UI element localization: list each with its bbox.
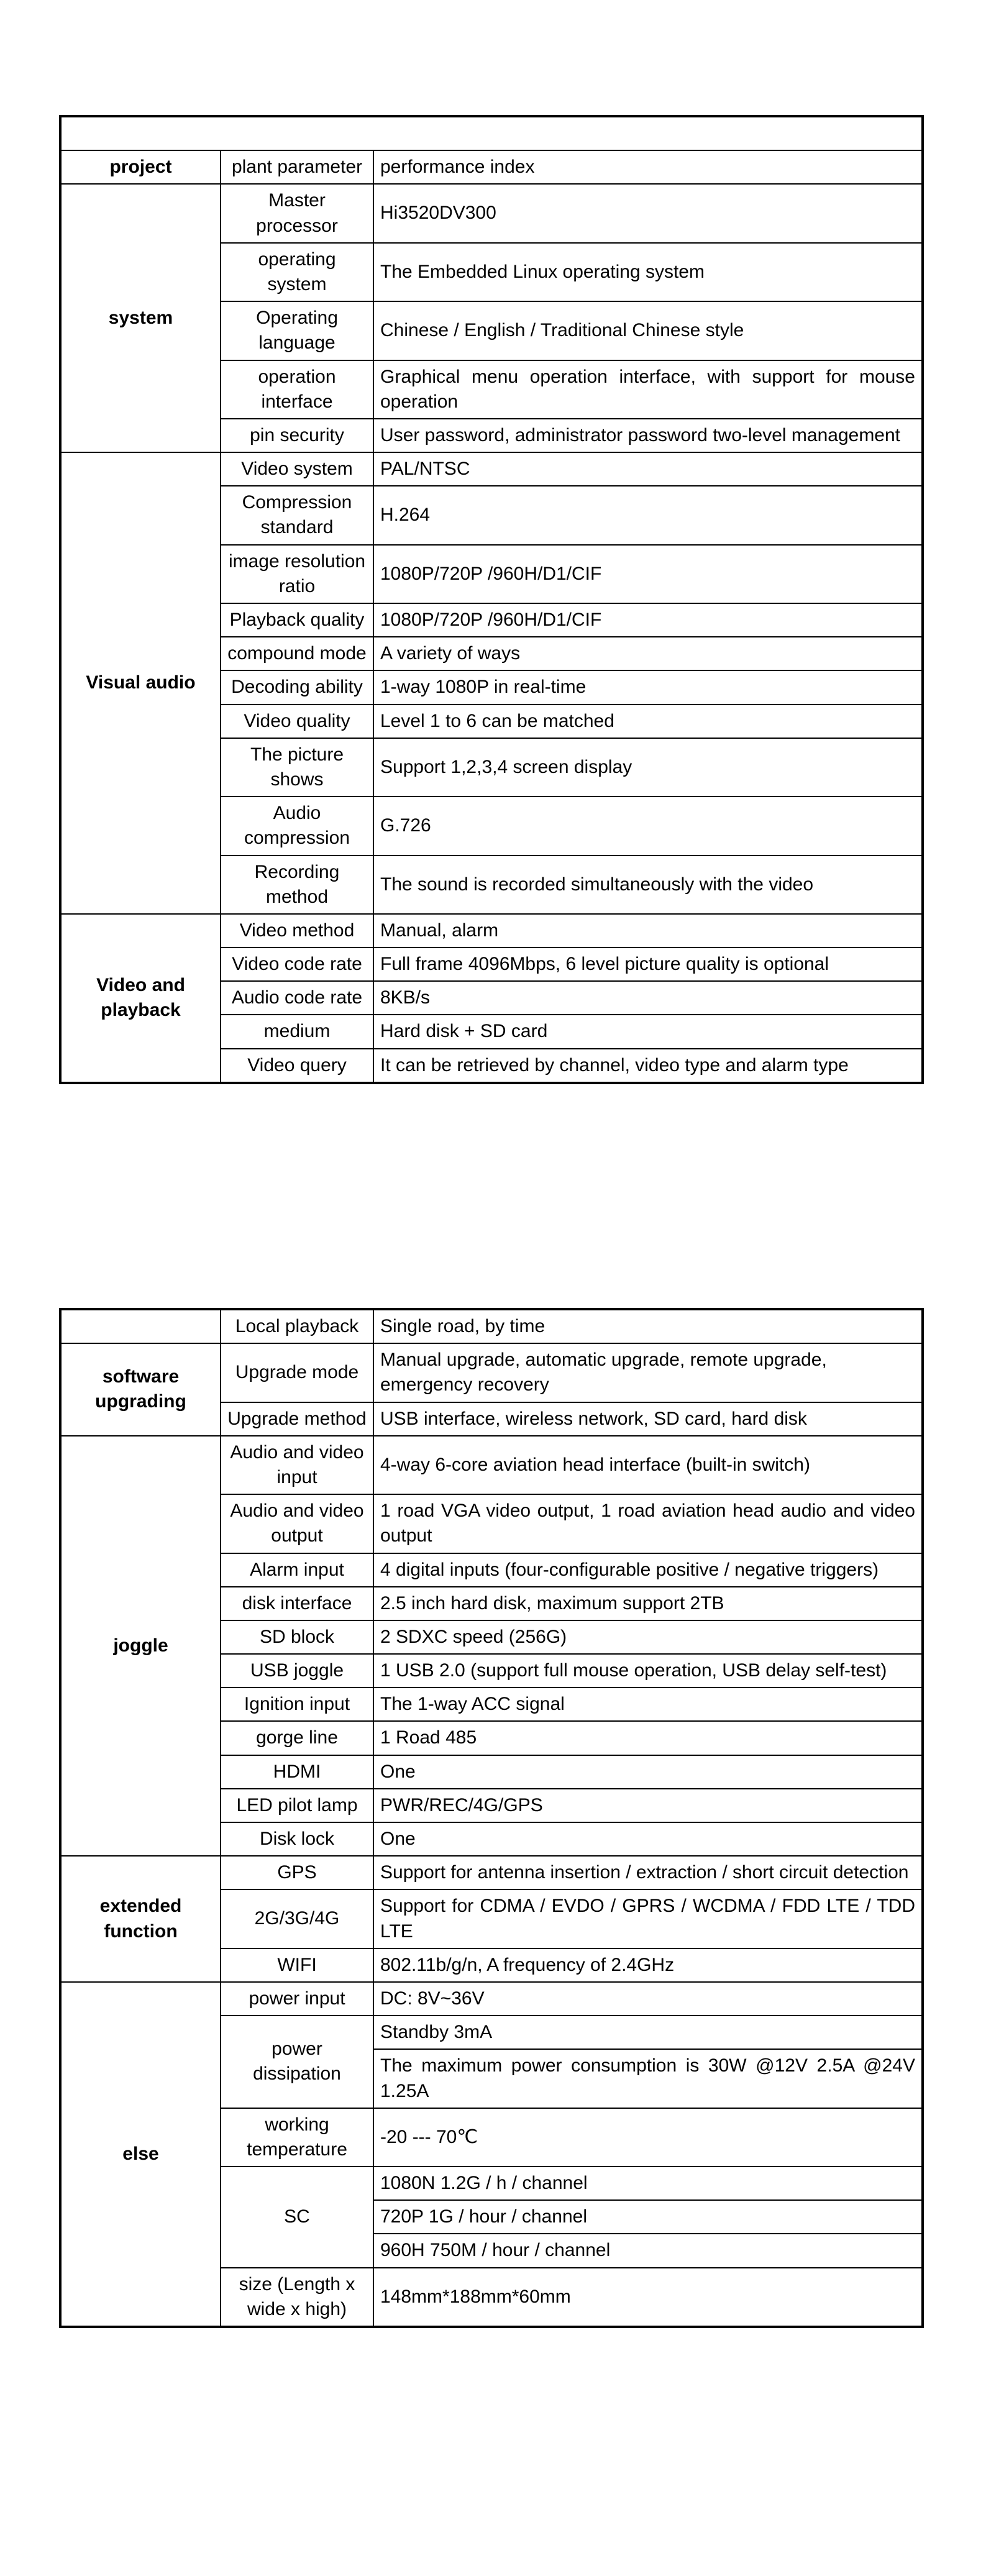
parameter-cell-sc: SC: [221, 2167, 373, 2268]
parameter-cell-hdmi: HDMI: [221, 1755, 373, 1789]
value-cell-audio-code-rate: 8KB/s: [373, 981, 923, 1015]
value-cell-led-pilot-lamp: PWR/REC/4G/GPS: [373, 1789, 923, 1822]
value-cell-compound-mode: A variety of ways: [373, 637, 923, 670]
parameter-cell-upgrade-method: Upgrade method: [221, 1402, 373, 1436]
parameter-cell-audio-code-rate: Audio code rate: [221, 981, 373, 1015]
category-cell-video-and-playback: Video and playback: [60, 914, 221, 1083]
category-cell-extended-function: extended function: [60, 1856, 221, 1982]
parameter-cell-gorge-line: gorge line: [221, 1721, 373, 1755]
spec-rows-part-2: [60, 1309, 923, 2327]
parameter-cell-compound-mode: compound mode: [221, 637, 373, 670]
value-cell-ignition-input: The 1-way ACC signal: [373, 1688, 923, 1721]
parameter-cell-power-input: power input: [221, 1982, 373, 2016]
spec-rows-part-1: [60, 150, 923, 1083]
category-cell-cell: [60, 1309, 221, 1343]
parameter-cell-working-temperature: working temperature: [221, 2108, 373, 2167]
value-cell-video-code-rate: Full frame 4096Mbps, 6 level picture quality is optional: [373, 948, 923, 981]
value-cell-working-temperature: -20 --- 70℃: [373, 2108, 923, 2167]
category-cell-project: project: [60, 150, 221, 184]
table-row: [60, 452, 923, 486]
value-cell-operating-system: The Embedded Linux operating system: [373, 243, 923, 301]
value-cell-alarm-input: 4 digital inputs (four-configurable positive / negative triggers): [373, 1553, 923, 1587]
table-row: [60, 1309, 923, 1343]
parameter-cell-audio-and-video-input: Audio and video input: [221, 1436, 373, 1494]
value-cell-image-resolution-ratio: 1080P/720P /960H/D1/CIF: [373, 545, 923, 603]
value-cell-upgrade-method: USB interface, wireless network, SD card, hard disk: [373, 1402, 923, 1436]
value-cell-operating-language: Chinese / English / Traditional Chinese style: [373, 301, 923, 360]
table-row: [60, 1343, 923, 1402]
table-row: [60, 1436, 923, 1494]
value-cell-720p-1g-hour-channel: 720P 1G / hour / channel: [373, 2200, 923, 2234]
value-cell-sc: 1080N 1.2G / h / channel: [373, 2167, 923, 2200]
value-cell-audio-compression: G.726: [373, 797, 923, 855]
value-cell-local-playback: Single road, by time: [373, 1309, 923, 1343]
parameter-cell-led-pilot-lamp: LED pilot lamp: [221, 1789, 373, 1822]
document-banner-title: Technical parameters of the video recorder:: [60, 116, 923, 150]
parameter-cell-compression-standard: Compression standard: [221, 486, 373, 544]
parameter-cell-ignition-input: Ignition input: [221, 1688, 373, 1721]
table-row: [60, 150, 923, 184]
category-cell-else: else: [60, 1982, 221, 2327]
parameter-cell-alarm-input: Alarm input: [221, 1553, 373, 1587]
value-cell-2g-3g-4g: Support for CDMA / EVDO / GPRS / WCDMA / FDD LTE / TDD LTE: [373, 1889, 923, 1948]
table-row: [60, 184, 923, 242]
value-cell-master-processor: Hi3520DV300: [373, 184, 923, 242]
table-row: [60, 1856, 923, 1889]
value-cell-size-length-x-wide-x-high: 148mm*188mm*60mm: [373, 2268, 923, 2327]
parameter-cell-operation-interface: operation interface: [221, 360, 373, 419]
value-cell-playback-quality: 1080P/720P /960H/D1/CIF: [373, 603, 923, 637]
parameter-cell-local-playback: Local playback: [221, 1309, 373, 1343]
category-cell-software-upgrading: software upgrading: [60, 1343, 221, 1436]
parameter-cell-plant-parameter: plant parameter: [221, 150, 373, 184]
value-cell-power-dissipation: Standby 3mA: [373, 2016, 923, 2049]
banner-row: [60, 116, 923, 150]
value-cell-disk-lock: One: [373, 1822, 923, 1856]
value-cell-sd-block: 2 SDXC speed (256G): [373, 1620, 923, 1654]
value-cell-hdmi: One: [373, 1755, 923, 1789]
value-cell-disk-interface: 2.5 inch hard disk, maximum support 2TB: [373, 1587, 923, 1620]
value-cell-usb-joggle: 1 USB 2.0 (support full mouse operation, USB delay self-test): [373, 1654, 923, 1688]
parameter-cell-video-code-rate: Video code rate: [221, 948, 373, 981]
value-cell-audio-and-video-output: 1 road VGA video output, 1 road aviation head audio and video output: [373, 1494, 923, 1553]
value-cell-video-method: Manual, alarm: [373, 914, 923, 948]
parameter-cell-the-picture-shows: The picture shows: [221, 738, 373, 797]
value-cell-the-maximum-power-consumption-is-30w-12v-2-5a-24v-1-25a: The maximum power consumption is 30W @12V 2.5A @24V 1.25A: [373, 2049, 923, 2108]
parameter-cell-sd-block: SD block: [221, 1620, 373, 1654]
parameter-cell-size-length-x-wide-x-high: size (Length x wide x high): [221, 2268, 373, 2327]
spec-table-part-1: [59, 115, 924, 1084]
value-cell-plant-parameter: performance index: [373, 150, 923, 184]
value-cell-gorge-line: 1 Road 485: [373, 1721, 923, 1755]
spec-table-part-2-wrap: [59, 1308, 921, 2328]
parameter-cell-pin-security: pin security: [221, 419, 373, 452]
value-cell-operation-interface: Graphical menu operation interface, with support for mouse operation: [373, 360, 923, 419]
value-cell-upgrade-mode: Manual upgrade, automatic upgrade, remote upgrade, emergency recovery: [373, 1343, 923, 1402]
parameter-cell-disk-lock: Disk lock: [221, 1822, 373, 1856]
value-cell-video-system: PAL/NTSC: [373, 452, 923, 486]
value-cell-gps: Support for antenna insertion / extraction / short circuit detection: [373, 1856, 923, 1889]
parameter-cell-upgrade-mode: Upgrade mode: [221, 1343, 373, 1402]
value-cell-pin-security: User password, administrator password two-level management: [373, 419, 923, 452]
value-cell-the-picture-shows: Support 1,2,3,4 screen display: [373, 738, 923, 797]
parameter-cell-recording-method: Recording method: [221, 856, 373, 914]
parameter-cell-disk-interface: disk interface: [221, 1587, 373, 1620]
value-cell-video-query: It can be retrieved by channel, video type and alarm type: [373, 1049, 923, 1083]
parameter-cell-audio-compression: Audio compression: [221, 797, 373, 855]
table-row: [60, 914, 923, 948]
value-cell-wifi: 802.11b/g/n, A frequency of 2.4GHz: [373, 1948, 923, 1982]
parameter-cell-video-quality: Video quality: [221, 705, 373, 738]
parameter-cell-video-query: Video query: [221, 1049, 373, 1083]
parameter-cell-video-method: Video method: [221, 914, 373, 948]
parameter-cell-video-system: Video system: [221, 452, 373, 486]
parameter-cell-audio-and-video-output: Audio and video output: [221, 1494, 373, 1553]
category-cell-joggle: joggle: [60, 1436, 221, 1856]
value-cell-recording-method: The sound is recorded simultaneously with the video: [373, 856, 923, 914]
parameter-cell-usb-joggle: USB joggle: [221, 1654, 373, 1688]
value-cell-compression-standard: H.264: [373, 486, 923, 544]
parameter-cell-power-dissipation: power dissipation: [221, 2016, 373, 2108]
value-cell-audio-and-video-input: 4-way 6-core aviation head interface (built-in switch): [373, 1436, 923, 1494]
parameter-cell-2g-3g-4g: 2G/3G/4G: [221, 1889, 373, 1948]
parameter-cell-operating-language: Operating language: [221, 301, 373, 360]
table-row: [60, 1982, 923, 2016]
spec-table-part-1-body: [60, 116, 923, 150]
parameter-cell-wifi: WIFI: [221, 1948, 373, 1982]
parameter-cell-gps: GPS: [221, 1856, 373, 1889]
category-cell-system: system: [60, 184, 221, 452]
category-cell-visual-audio: Visual audio: [60, 452, 221, 914]
spec-table-part-1-wrap: [59, 115, 921, 1084]
value-cell-medium: Hard disk + SD card: [373, 1015, 923, 1048]
spec-table-part-2: [59, 1308, 924, 2328]
value-cell-decoding-ability: 1-way 1080P in real-time: [373, 670, 923, 704]
value-cell-960h-750m-hour-channel: 960H 750M / hour / channel: [373, 2234, 923, 2267]
parameter-cell-image-resolution-ratio: image resolution ratio: [221, 545, 373, 603]
value-cell-video-quality: Level 1 to 6 can be matched: [373, 705, 923, 738]
parameter-cell-operating-system: operating system: [221, 243, 373, 301]
parameter-cell-master-processor: Master processor: [221, 184, 373, 242]
parameter-cell-decoding-ability: Decoding ability: [221, 670, 373, 704]
parameter-cell-medium: medium: [221, 1015, 373, 1048]
value-cell-power-input: DC: 8V~36V: [373, 1982, 923, 2016]
parameter-cell-playback-quality: Playback quality: [221, 603, 373, 637]
